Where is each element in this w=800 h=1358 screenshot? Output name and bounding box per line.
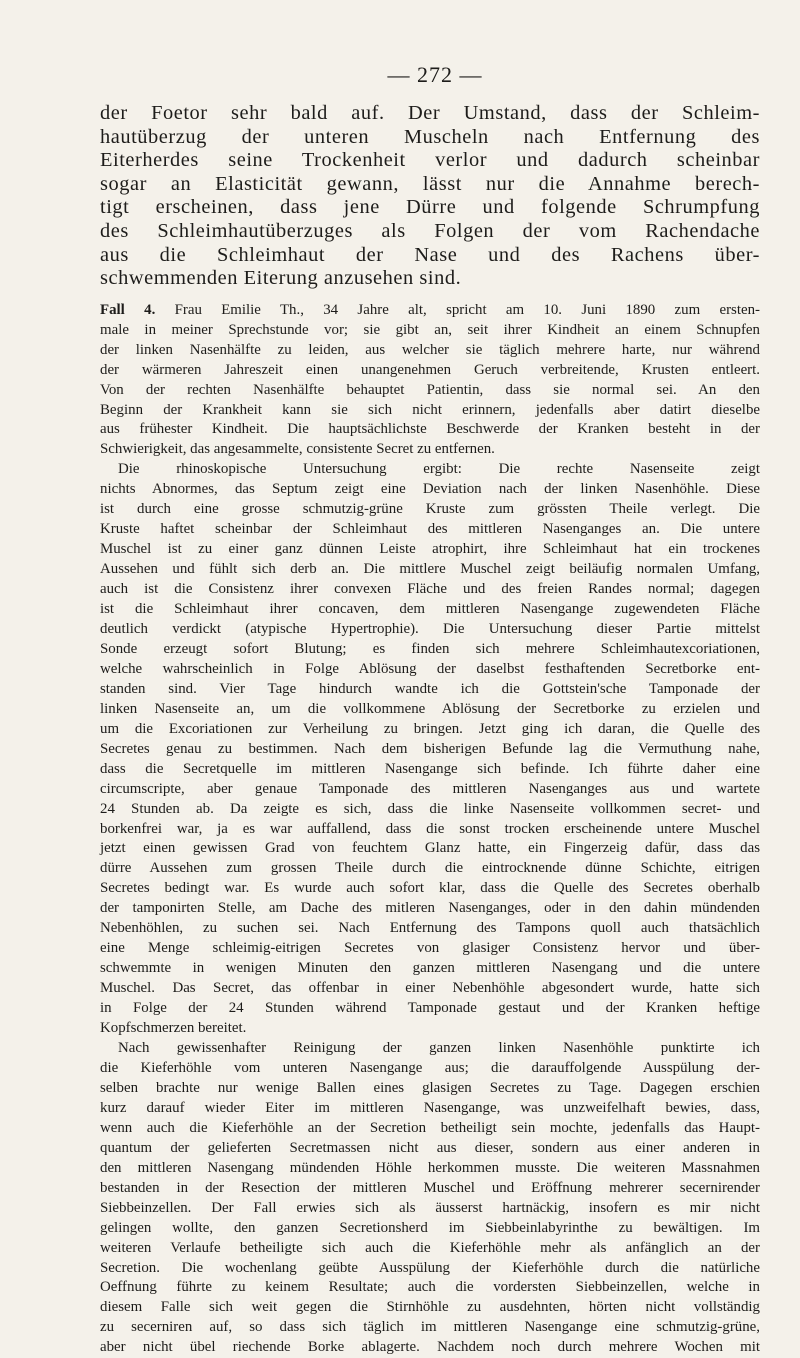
page-number: — 272 — — [387, 62, 483, 87]
text-line: der linken Nasenhälfte zu leiden, aus welcher sie täglich mehrere harte, nur während — [100, 341, 760, 358]
text-line: Nach gewissenhafter Reinigung der ganzen linken Nasenhöhle punktirte ich — [118, 1040, 760, 1057]
text-line: kurz darauf wieder Eiter im mittleren Nasengange, was unzweifelhaft bewies, dass, — [100, 1099, 760, 1116]
text-line: borkenfrei war, ja es war auffallend, dass die sonst trocken erscheinende untere Muschel — [100, 820, 760, 837]
text-line: eine Menge schleimig-eitrigen Secretes von glasiger Consistenz hervor und über- — [100, 940, 760, 957]
text-line: welche wahrscheinlich in Folge Ablösung der daselbst festhaftenden Secretborke ent- — [100, 660, 760, 677]
text-line: jetzt einen gewissen Grad von feuchtem Glanz hatte, ein Fingerzeig dafür, dass das — [100, 840, 760, 857]
text-line: gelingen wollte, den ganzen Secretionsherd im Siebbeinlabyrinthe zu bewältigen. Im — [100, 1219, 760, 1236]
text-line: linken Nasenseite an, um die vollkommene Ablösung der Secretborke zu erzielen und — [100, 700, 760, 717]
text-line: auch ist die Consistenz ihrer convexen Fläche und des freien Randes normal; dagegen — [100, 581, 760, 598]
text-line: aber nicht übel riechende Borke ablagerte. Nachdem noch durch mehrere Wochen mit — [100, 1339, 760, 1356]
text-line: Sonde erzeugt sofort Blutung; es finden sich mehrere Schleimhautexcoriationen, — [100, 640, 760, 657]
text-line: Kruste haftet scheinbar der Schleimhaut des mittleren Nasenganges an. Die untere — [100, 521, 760, 538]
text-line: nichts Abnormes, das Septum zeigt eine Deviation nach der linken Nasenhöhle. Diese — [100, 481, 760, 498]
text-line: hautüberzug der unteren Muscheln nach Entfernung des — [100, 125, 760, 148]
text-line: diesem Falle sich weit gegen die Stirnhöhle zu ausdehnten, hörten nicht vollständig — [100, 1299, 760, 1316]
text-line: tigt erscheinen, dass jene Dürre und folgende Schrumpfung — [100, 196, 760, 219]
text-line: sogar an Elasticität gewann, lässt nur die Annahme berech- — [100, 172, 760, 195]
text-line: Die rhinoskopische Untersuchung ergibt: Die rechte Nasenseite zeigt — [118, 461, 760, 478]
book-page — [100, 60, 760, 1358]
text-line: weiteren Verlaufe betheiligte sich auch die Kieferhöhle mehr als anfänglich an der — [100, 1239, 760, 1256]
text-line: der tamponirten Stelle, am Dache des mitleren Nasenganges, oder in den dahin mündenden — [100, 900, 760, 917]
text-line: in Folge der 24 Stunden während Tamponade gestaut und der Kranken heftige — [100, 1000, 760, 1017]
text-line: der Foetor sehr bald auf. Der Umstand, dass der Schleim- — [100, 102, 760, 124]
text-line: selben brachte nur wenige Ballen eines glasigen Secretes zu Tage. Dagegen erschien — [100, 1079, 760, 1096]
text-line: zu secerniren auf, so dass sich täglich im mittleren Nasengange eine schmutzig-grüne, — [100, 1319, 760, 1336]
text-line: schwemmte in wenigen Minuten den ganzen mittleren Nasengang und die untere — [100, 960, 760, 977]
text-line: um die Excoriationen zur Verheilung zu bringen. Jetzt ging ich daran, die Quelle des — [100, 720, 760, 737]
text-line: des Schleimhautüberzuges als Folgen der vom Rachendache — [100, 219, 760, 242]
text-line: Eiterherdes seine Trockenheit verlor und dadurch scheinbar — [100, 149, 760, 172]
text-line: der wärmeren Jahreszeit einen unangenehmen Geruch verbreitende, Krusten entleert. — [100, 361, 760, 378]
text-line: Aussehen und fühlt sich derb an. Die mittlere Muschel zeigt beiläufig normalen Umfang, — [100, 561, 760, 578]
text-line: die Kieferhöhle vom unteren Nasengange aus; die darauffolgende Ausspülung der- — [100, 1059, 760, 1076]
text-line: 24 Stunden ab. Da zeigte es sich, dass die linke Nasenseite vollkommen secret- und — [100, 800, 760, 817]
text-line: aus die Schleimhaut der Nase und des Rachens über- — [100, 243, 760, 266]
text-line: dass die Secretquelle im mittleren Nasengange sich befinde. Ich führte daher eine — [100, 760, 760, 777]
text-line: male in meiner Sprechstunde vor; sie gibt an, seit ihrer Kindheit an einem Schnupfen — [100, 321, 760, 338]
text-line: quantum der gelieferten Secretmassen nicht aus dieser, sondern aus einer anderen in — [100, 1139, 760, 1156]
text-line: Secretes genau zu bestimmen. Nach dem bisherigen Befunde lag die Vermuthung nahe, — [100, 740, 760, 757]
text-line: Kopfschmerzen bereitet. — [100, 1020, 247, 1037]
text-line: wenn auch die Kieferhöhle an der Secretion betheiligt sein mochte, jedenfalls das Haupt- — [100, 1119, 760, 1136]
text-line: Beginn der Krankheit kann sie sich nicht erinnern, jedenfalls aber datirt dieselbe — [100, 401, 760, 418]
text-line: Secretion. Die wochenlang geübte Ausspülung der Kieferhöhle durch die natürliche — [100, 1259, 760, 1276]
text-line: bestanden in der Resection der mittleren Muschel und Eröffnung mehrerer secernirender — [100, 1179, 760, 1196]
text-line: Muschel ist zu einer ganz dünnen Leiste atrophirt, ihre Schleimhaut hat ein trockenes — [100, 541, 760, 558]
text-line: Nebenhöhlen, zu suchen sei. Nach Entfernung des Tampons quoll auch thatsächlich — [100, 920, 760, 937]
text-line: circumscripte, aber genaue Tamponade des mittleren Nasenganges aus und wartete — [100, 780, 760, 797]
text-line: aus frühester Kindheit. Die hauptsächlichste Beschwerde der Kranken besteht in der — [100, 421, 760, 438]
text-line: ist die Schleimhaut ihrer concaven, dem mittleren Nasengange zugewendeten Fläche — [100, 601, 760, 618]
text-line: Muschel. Das Secret, das offenbar in einer Nebenhöhle abgesondert wurde, hatte sich — [100, 980, 760, 997]
text-line: schwemmenden Eiterung anzusehen sind. — [100, 267, 462, 290]
case-report — [100, 301, 760, 1358]
text-line: deutlich verdickt (atypische Hypertrophie). Die Untersuchung dieser Partie mittelst — [100, 621, 760, 637]
intro-paragraph — [100, 102, 760, 291]
text-line: Siebbeinzellen. Der Fall erwies sich als äusserst hartnäckig, insofern es mir nicht — [100, 1199, 760, 1216]
case-first-line — [100, 301, 760, 321]
text-line: Oeffnung führte zu keinem Resultate; auch die vordersten Siebbeinzellen, welche in — [100, 1279, 760, 1296]
text-line: Secretes bedingt war. Es wurde auch sofort klar, dass die Quelle des Secretes oberhalb — [100, 880, 760, 897]
text-line: den mittleren Nasengang mündenden Höhle herkommen musste. Die weiteren Massnahmen — [100, 1159, 760, 1176]
case-label: Fall 4. — [100, 301, 156, 318]
text-line: Schwierigkeit, das angesammelte, consistente Secret zu entfernen. — [100, 441, 495, 458]
text-line: ist durch eine grosse schmutzig-grüne Kruste zum grössten Theile verlegt. Die — [100, 501, 760, 518]
text-line: dürre Aussehen zum grossen Theile durch die eintrocknende dünne Schichte, eitrigen — [100, 860, 760, 877]
text-line: Von der rechten Nasenhälfte behauptet Patientin, dass sie normal sei. An den — [100, 381, 760, 398]
text-line: standen sind. Vier Tage hindurch wandte ich die Gottstein'sche Tamponade der — [100, 680, 760, 697]
case-first-line-text: Frau Emilie Th., 34 Jahre alt, spricht am 10. Juni 1890 zum ersten- — [155, 301, 760, 318]
